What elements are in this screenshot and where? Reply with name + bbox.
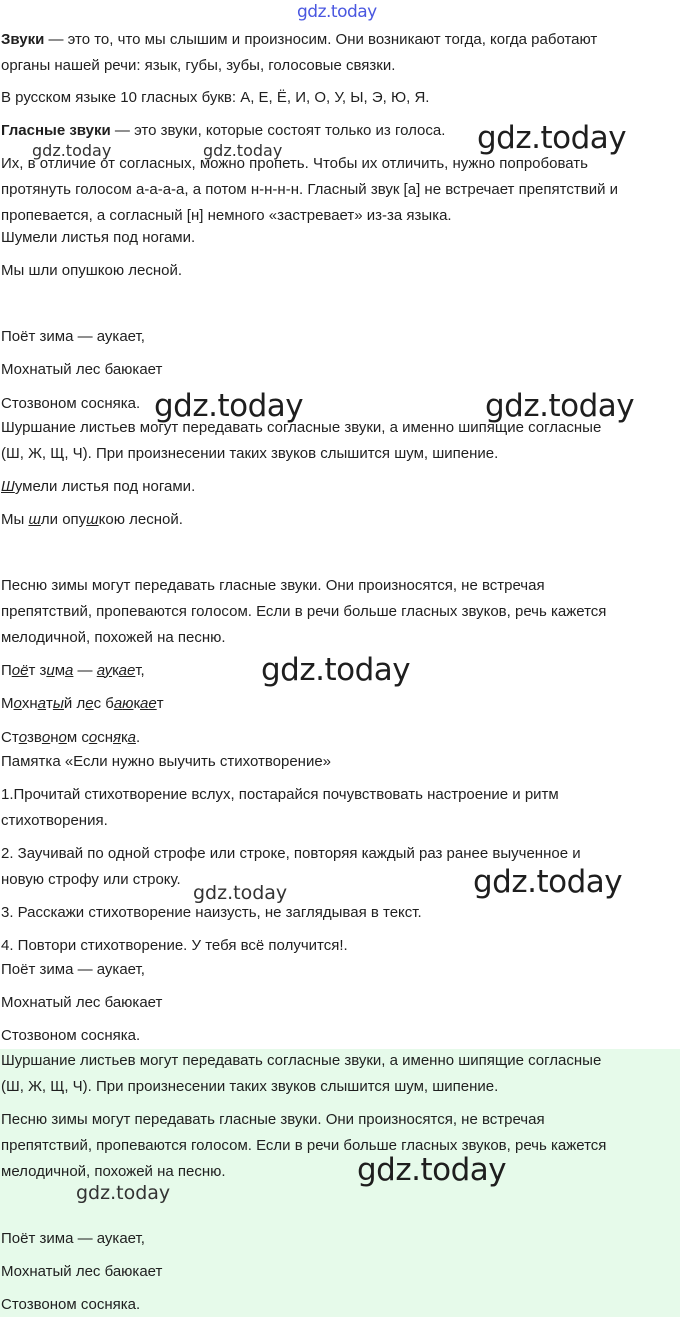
explanation-line: (Ш, Ж, Щ, Ч). При произнесении таких звуков слышится шум, шипение. <box>1 445 499 462</box>
plain-text: — <box>73 662 97 679</box>
poem-line: Мохнатый лес баюкает <box>1 994 163 1011</box>
plain-text: ли опу <box>40 511 87 528</box>
marked-vowel: о <box>41 729 51 746</box>
plain-text: кою лесной. <box>98 511 183 528</box>
marked-vowel: а <box>118 662 127 679</box>
plain-text: к <box>112 662 119 679</box>
watermark: gdz.today <box>477 120 627 156</box>
plain-text: м <box>54 662 66 679</box>
marked-poem-line <box>1 658 145 684</box>
plain-text: хн <box>21 695 38 712</box>
marked-poem-line <box>1 725 140 751</box>
intro-line <box>1 27 597 53</box>
marked-letter: ш <box>86 511 99 528</box>
vowel-letters: В русском языке 10 гласных букв: А, Е, Ё, И, О, У, Ы, Э, Ю, Я. <box>1 89 430 106</box>
marked-vowel: а <box>96 662 105 679</box>
marked-vowel: ё <box>20 662 29 679</box>
plain-text: М <box>1 695 14 712</box>
plain-text: т <box>156 695 164 712</box>
plain-text: т, <box>135 662 145 679</box>
answer-line: Песню зимы могут передавать гласные звуки. Они произносятся, не встречая <box>1 1111 545 1128</box>
plain-text: сн <box>97 729 114 746</box>
plain-text: м с <box>66 729 89 746</box>
marked-vowel: а <box>65 662 74 679</box>
plain-text: т з <box>28 662 47 679</box>
memo-item: 1.Прочитай стихотворение вслух, постарайся почувствовать настроение и ритм <box>1 786 559 803</box>
marked-vowel: о <box>88 729 98 746</box>
intro-line: пропевается, а согласный [н] немного «застревает» из-за языка. <box>1 207 452 224</box>
plain-text: й л <box>63 695 86 712</box>
watermark: gdz.today <box>32 141 112 160</box>
explanation-line: препятствий, пропеваются голосом. Если в речи больше гласных звуков, речь кажется <box>1 603 607 620</box>
poem-line: Поёт зима — аукает, <box>1 328 145 345</box>
memo-title: Памятка «Если нужно выучить стихотворение» <box>1 753 332 770</box>
watermark: gdz.today <box>76 1182 171 1204</box>
intro-text: — это то, что мы слышим и произносим. Они возникают тогда, когда работают <box>44 31 598 48</box>
plain-text: с б <box>93 695 114 712</box>
poem-line: Поёт зима — аукает, <box>1 1230 145 1247</box>
marked-letter: ш <box>28 511 41 528</box>
marked-vowel: я <box>113 729 122 746</box>
plain-text: Ст <box>1 729 19 746</box>
answer-line: препятствий, пропеваются голосом. Если в речи больше гласных звуков, речь кажется <box>1 1137 607 1154</box>
intro-line: органы нашей речи: язык, губы, зубы, голосовые связки. <box>1 57 396 74</box>
watermark: gdz.today <box>485 388 635 424</box>
marked-vowel: е <box>127 662 136 679</box>
watermark: gdz.today <box>203 141 283 160</box>
plain-text: н <box>50 729 59 746</box>
marked-poem-line <box>1 474 195 500</box>
plain-text: к <box>133 695 141 712</box>
poem-line: Мохнатый лес баюкает <box>1 1263 163 1280</box>
plain-text: зв <box>27 729 42 746</box>
marked-vowel: а <box>140 695 149 712</box>
plain-text: т <box>45 695 53 712</box>
memo-item: 3. Расскажи стихотворение наизусть, не заглядывая в текст. <box>1 904 422 921</box>
marked-vowel: а <box>37 695 46 712</box>
intro-line: протянуть голосом а-а-а-а, а потом н-н-н-н. Гласный звук [а] не встречает препятствий и <box>1 181 618 198</box>
memo-item: новую строфу или строку. <box>1 871 181 888</box>
marked-vowel: е <box>148 695 157 712</box>
answer-line: мелодичной, похожей на песню. <box>1 1163 226 1180</box>
intro-text: — это звуки, которые состоят только из голоса. <box>110 122 446 139</box>
answer-line: Шуршание листьев могут передавать согласные звуки, а именно шипящие согласные <box>1 1052 602 1069</box>
plain-text: к <box>121 729 128 746</box>
marked-vowel: у <box>104 662 113 679</box>
intro-line: Их, в отличие от согласных, можно пропеть. Чтобы их отличить, нужно попробовать <box>1 155 588 172</box>
poem-line: Стозвоном сосняка. <box>1 1296 141 1313</box>
memo-item: 2. Заучивай по одной строфе или строке, повторяя каждый раз ранее выученное и <box>1 845 581 862</box>
watermark: gdz.today <box>473 864 623 900</box>
poem-line: Стозвоном сосняка. <box>1 395 141 412</box>
poem-line: Поёт зима — аукает, <box>1 961 145 978</box>
poem-line: Мы шли опушкою лесной. <box>1 262 183 279</box>
memo-item: стихотворения. <box>1 812 108 829</box>
memo-item: 4. Повтори стихотворение. У тебя всё получится!. <box>1 937 348 954</box>
poem-line: Стозвоном сосняка. <box>1 1027 141 1044</box>
marked-poem-line <box>1 691 164 717</box>
marked-poem-line <box>1 507 183 533</box>
watermark: gdz.today <box>357 1152 507 1188</box>
term-sounds: Звуки <box>1 31 45 48</box>
explanation-line: мелодичной, похожей на песню. <box>1 629 226 646</box>
plain-text: умели листья под ногами. <box>14 478 196 495</box>
plain-text: П <box>1 662 12 679</box>
watermark: gdz.today <box>261 652 411 688</box>
marked-vowel: е <box>85 695 94 712</box>
plain-text: . <box>135 729 141 746</box>
marked-vowel: и <box>46 662 55 679</box>
poem-line: Шумели листья под ногами. <box>1 229 196 246</box>
term-vowels: Гласные звуки <box>1 122 111 139</box>
marked-vowel: а <box>127 729 136 746</box>
watermark: gdz.today <box>154 388 304 424</box>
marked-vowel: о <box>11 662 21 679</box>
watermark: gdz.today <box>193 882 288 904</box>
marked-vowel: о <box>18 729 28 746</box>
poem-line: Мохнатый лес баюкает <box>1 361 163 378</box>
explanation-line: Песню зимы могут передавать гласные звуки. Они произносятся, не встречая <box>1 577 545 594</box>
marked-vowel: о <box>13 695 22 712</box>
marked-vowel: а <box>113 695 123 712</box>
plain-text: Мы <box>1 511 29 528</box>
watermark-top: gdz.today <box>297 2 377 22</box>
marked-vowel: о <box>58 729 67 746</box>
explanation-line: Шуршание листьев могут передавать согласные звуки, а именно шипящие согласные <box>1 419 602 436</box>
marked-vowel: ы <box>52 695 64 712</box>
marked-vowel: ю <box>122 695 134 712</box>
marked-letter: Ш <box>1 478 15 495</box>
answer-line: (Ш, Ж, Щ, Ч). При произнесении таких звуков слышится шум, шипение. <box>1 1078 499 1095</box>
